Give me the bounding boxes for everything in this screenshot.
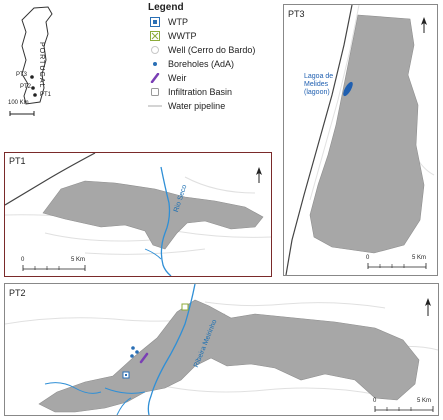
legend-item-pipeline [148,99,225,112]
pt2-scale-bar [375,406,433,412]
legend-label-pipeline: Water pipeline [168,100,226,111]
pt2-map [5,284,438,415]
panel-pt1 [4,152,272,277]
borehole-marker [131,346,135,350]
pt3-scale-max: 5 Km [412,255,427,261]
lagoon-label-line-3: (lagoon) [304,89,330,96]
north-arrow-icon [425,298,431,316]
panel-pt2 [4,283,439,416]
panel-pt3 [283,4,438,276]
pt2-scale-zero: 0 [373,398,377,404]
pt1-scale-bar [23,265,85,271]
overview-label-pt3: PT3 [16,72,28,78]
pt1-map [5,153,271,276]
borehole-marker [130,354,134,358]
legend-label-well: Well (Cerro do Bardo) [168,44,256,55]
lagoon-label [304,73,333,97]
overview-label-pt1: PT1 [40,92,52,98]
legend-item-basin [148,85,232,98]
pt3-scale-zero: 0 [366,255,370,261]
weir-bar-icon [148,72,162,83]
legend-label-boreholes: Boreholes (AdA) [168,58,235,69]
well-circle-icon [148,44,162,55]
wtp-square-icon [148,16,162,27]
legend-label-wtp: WTP [168,16,188,27]
country-label: PORTUGAL [38,42,45,89]
pt3-basin-area [310,15,424,253]
lagoon-label-line-1: Lagoa de [304,73,334,80]
legend-item-wwtp [148,29,197,42]
borehole-dot-icon [148,58,162,69]
pt3-map [284,5,437,275]
basin-outline-icon [148,86,162,97]
pt2-basin-area [39,300,419,412]
north-arrow-icon [256,167,262,183]
pt1-river-label: Rio Seco [173,183,189,214]
legend-item-boreholes [148,57,234,70]
pipeline-line-icon [148,100,162,111]
pt1-label: PT1 [9,156,26,166]
legend-label-weir: Weir [168,72,187,83]
pt3-label: PT3 [288,9,305,19]
overview-map [4,4,74,119]
overview-label-pt2: PT2 [20,84,32,90]
borehole-marker [135,350,139,354]
legend-label-basin: Infiltration Basin [168,86,233,97]
overview-scale-label: 100 Km [8,100,29,106]
legend-label-wwtp: WWTP [168,30,197,41]
pt1-scale-max: 5 Km [71,257,86,263]
pt3-scale-bar [368,263,426,269]
north-arrow-icon [421,17,427,33]
legend-item-well [148,43,255,56]
pt2-label: PT2 [9,288,26,298]
pt1-site-dot [33,93,37,97]
lagoon-label-line-2: Melides [304,81,329,88]
wwtp-marker [182,304,188,310]
pt2-river-label: Ribeira Meirinho [193,318,219,369]
pt2-scale-max: 5 Km [417,398,432,404]
pt1-scale-zero: 0 [21,257,25,263]
wwtp-square-icon [148,30,162,41]
legend-item-wtp [148,15,188,28]
legend-title: Legend [148,2,184,13]
legend-item-weir [148,71,186,84]
pt2-site-dot [31,86,35,90]
pt3-site-dot [30,75,34,79]
